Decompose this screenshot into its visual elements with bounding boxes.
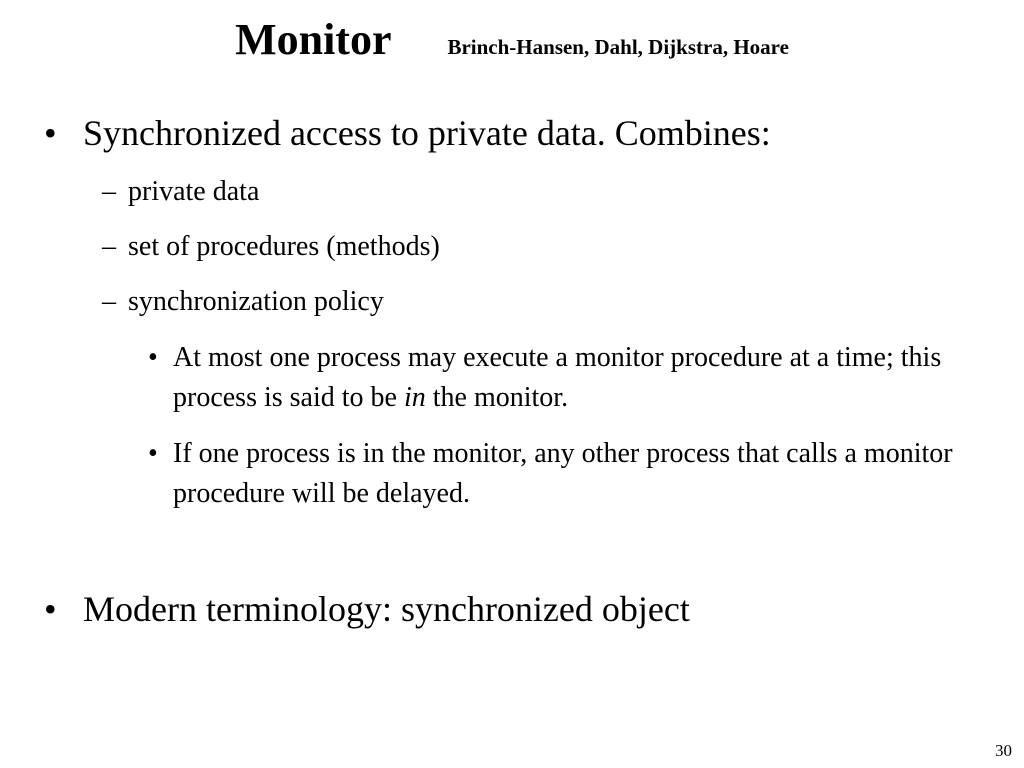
sub-sub-bullet-text <box>173 338 1008 418</box>
sub-bullet-text: private data <box>128 176 260 207</box>
bullet-marker: • <box>44 113 57 153</box>
bullet-marker: • <box>148 438 158 469</box>
sub-bullet-synchronization-policy <box>102 286 384 318</box>
sub-bullet-procedures <box>102 231 440 263</box>
sub-sub-bullet-one-process <box>148 338 1008 418</box>
bullet-text: Modern terminology: synchronized object <box>83 589 690 629</box>
bullet-synchronized-access <box>44 112 771 154</box>
slide-subtitle: Brinch-Hansen, Dahl, Dijkstra, Hoare <box>447 35 789 59</box>
sub-bullet-private-data <box>102 176 259 208</box>
sub-sub-bullet-delayed <box>148 434 1008 514</box>
dash-marker: – <box>102 231 116 262</box>
slide-title: Monitor <box>235 15 392 64</box>
bullet-text: Synchronized access to private data. Combines: <box>83 113 771 153</box>
dash-marker: – <box>102 176 116 207</box>
bullet-marker: • <box>44 589 57 629</box>
bullet-marker: • <box>148 342 158 373</box>
text-segment: At most one process may execute a monitor procedure at a time; this process is said to be <box>173 342 942 413</box>
bullet-modern-terminology <box>44 588 690 630</box>
dash-marker: – <box>102 286 116 317</box>
sub-bullet-text: set of procedures (methods) <box>128 231 440 262</box>
sub-sub-bullet-text: If one process is in the monitor, any other process that calls a monitor procedure will be delayed. <box>173 438 953 509</box>
slide-title-row <box>0 14 1024 65</box>
italic-word: in <box>403 382 426 413</box>
text-segment: the monitor. <box>425 382 569 413</box>
page-number: 30 <box>995 741 1012 760</box>
sub-bullet-text: synchronization policy <box>128 286 384 317</box>
